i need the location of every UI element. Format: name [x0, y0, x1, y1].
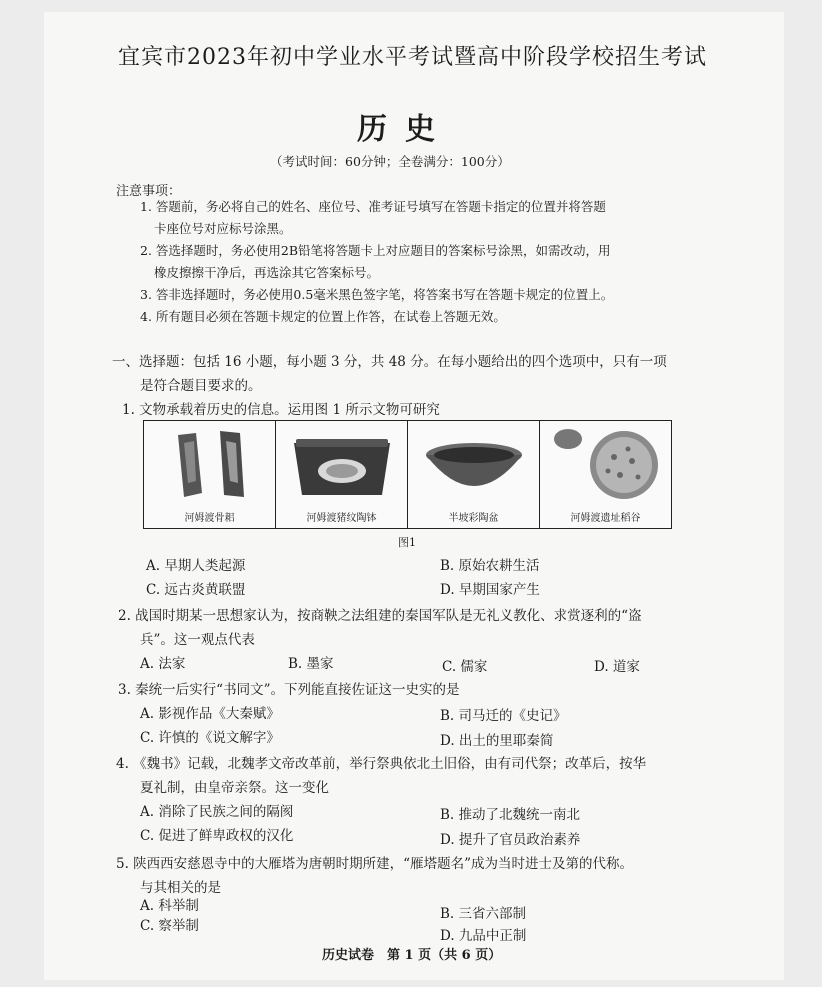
q1-option-b: B. 原始农耕生活: [440, 558, 540, 574]
figure-label: 图1: [398, 536, 416, 549]
question-5-stem-cont: 与其相关的是: [140, 880, 221, 896]
figure-1: [143, 420, 672, 529]
figure-caption: 河姆渡遗址稻谷: [570, 513, 641, 524]
note-line: 2. 答选择题时，务必使用2B铅笔将答题卡上对应题目的答案标号涂黑，如需改动，用: [140, 243, 611, 258]
figure-caption: 半坡彩陶盆: [448, 513, 499, 524]
q4-option-c: C. 促进了鲜卑政权的汉化: [140, 828, 294, 844]
figure-caption: 河姆渡骨耜: [184, 513, 235, 524]
q5-option-b: B. 三省六部制: [440, 906, 527, 922]
note-line: 卡座位号对应标号涂黑。: [154, 221, 292, 236]
q3-option-c: C. 许慎的《说文解字》: [140, 730, 280, 746]
exam-meta: （考试时间：60分钟；全卷满分：100分）: [270, 154, 510, 169]
note-line: 橡皮擦擦干净后，再选涂其它答案标号。: [154, 265, 380, 280]
artifact-bone-spade: [144, 421, 276, 528]
notes-heading: 注意事项：: [116, 184, 182, 199]
q3-option-b: B. 司马迁的《史记》: [440, 708, 567, 724]
q5-option-a: A. 科举制: [140, 898, 199, 914]
q3-option-a: A. 影视作品《大秦赋》: [140, 706, 280, 722]
q4-option-b: B. 推动了北魏统一南北: [440, 807, 581, 823]
q4-option-a: A. 消除了民族之间的隔阂: [140, 804, 294, 820]
question-1-stem: 1. 文物承载着历史的信息。运用图 1 所示文物可研究: [122, 402, 440, 418]
question-3-stem: 3. 秦统一后实行“书同文”。下列能直接佐证这一史实的是: [118, 682, 460, 698]
artifact-pig-bowl: [276, 421, 408, 528]
q1-option-a: A. 早期人类起源: [146, 558, 246, 574]
section-heading: 一、选择题：包括 16 小题，每小题 3 分，共 48 分。在每小题给出的四个选项中，只有一项: [112, 354, 667, 370]
figure-caption: 河姆渡猪纹陶钵: [306, 513, 377, 524]
bone-spade-image: [144, 421, 275, 509]
artifact-rice-grains: [540, 421, 671, 528]
question-5-stem: 5. 陕西西安慈恩寺中的大雁塔为唐朝时期所建，“雁塔题名”成为当时进士及第的代称。: [116, 856, 633, 872]
q4-option-d: D. 提升了官员政治素养: [440, 832, 581, 848]
q1-option-d: D. 早期国家产生: [440, 582, 540, 598]
artifact-painted-basin: [408, 421, 540, 528]
page-footer: 历史试卷 第 1 页（共 6 页）: [322, 948, 502, 963]
question-4-stem-cont: 夏礼制，由皇帝亲祭。这一变化: [140, 780, 329, 796]
q2-option-b: B. 墨家: [288, 656, 334, 672]
q5-option-d: D. 九品中正制: [440, 928, 527, 944]
q2-option-c: C. 儒家: [442, 659, 488, 675]
note-line: 1. 答题前，务必将自己的姓名、座位号、准考证号填写在答题卡指定的位置并将答题: [140, 199, 606, 214]
section-heading-cont: 是符合题目要求的。: [140, 378, 262, 394]
rice-grains-image: [540, 421, 671, 509]
question-2-stem: 2. 战国时期某一思想家认为，按商鞅之法组建的秦国军队是无礼义教化、求赏逐利的“盗: [118, 608, 642, 624]
q5-option-c: C. 察举制: [140, 918, 199, 934]
exam-title: 宜宾市2023年初中学业水平考试暨高中阶段学校招生考试: [118, 45, 707, 70]
question-2-stem-cont: 兵”。这一观点代表: [140, 632, 255, 648]
note-line: 4. 所有题目必须在答题卡规定的位置上作答，在试卷上答题无效。: [140, 309, 506, 324]
pig-bowl-image: [276, 421, 407, 509]
q3-option-d: D. 出土的里耶秦简: [440, 733, 554, 749]
question-4-stem: 4. 《魏书》记载，北魏孝文帝改革前，举行祭典依北土旧俗，由有司代祭；改革后，按华: [116, 756, 647, 772]
q2-option-d: D. 道家: [594, 659, 640, 675]
q1-option-c: C. 远古炎黄联盟: [146, 582, 246, 598]
note-line: 3. 答非选择题时，务必使用0.5毫米黑色签字笔，将答案书写在答题卡规定的位置上。: [140, 287, 614, 302]
painted-basin-image: [408, 421, 539, 509]
subject-title: 历史: [357, 112, 453, 147]
q2-option-a: A. 法家: [140, 656, 186, 672]
